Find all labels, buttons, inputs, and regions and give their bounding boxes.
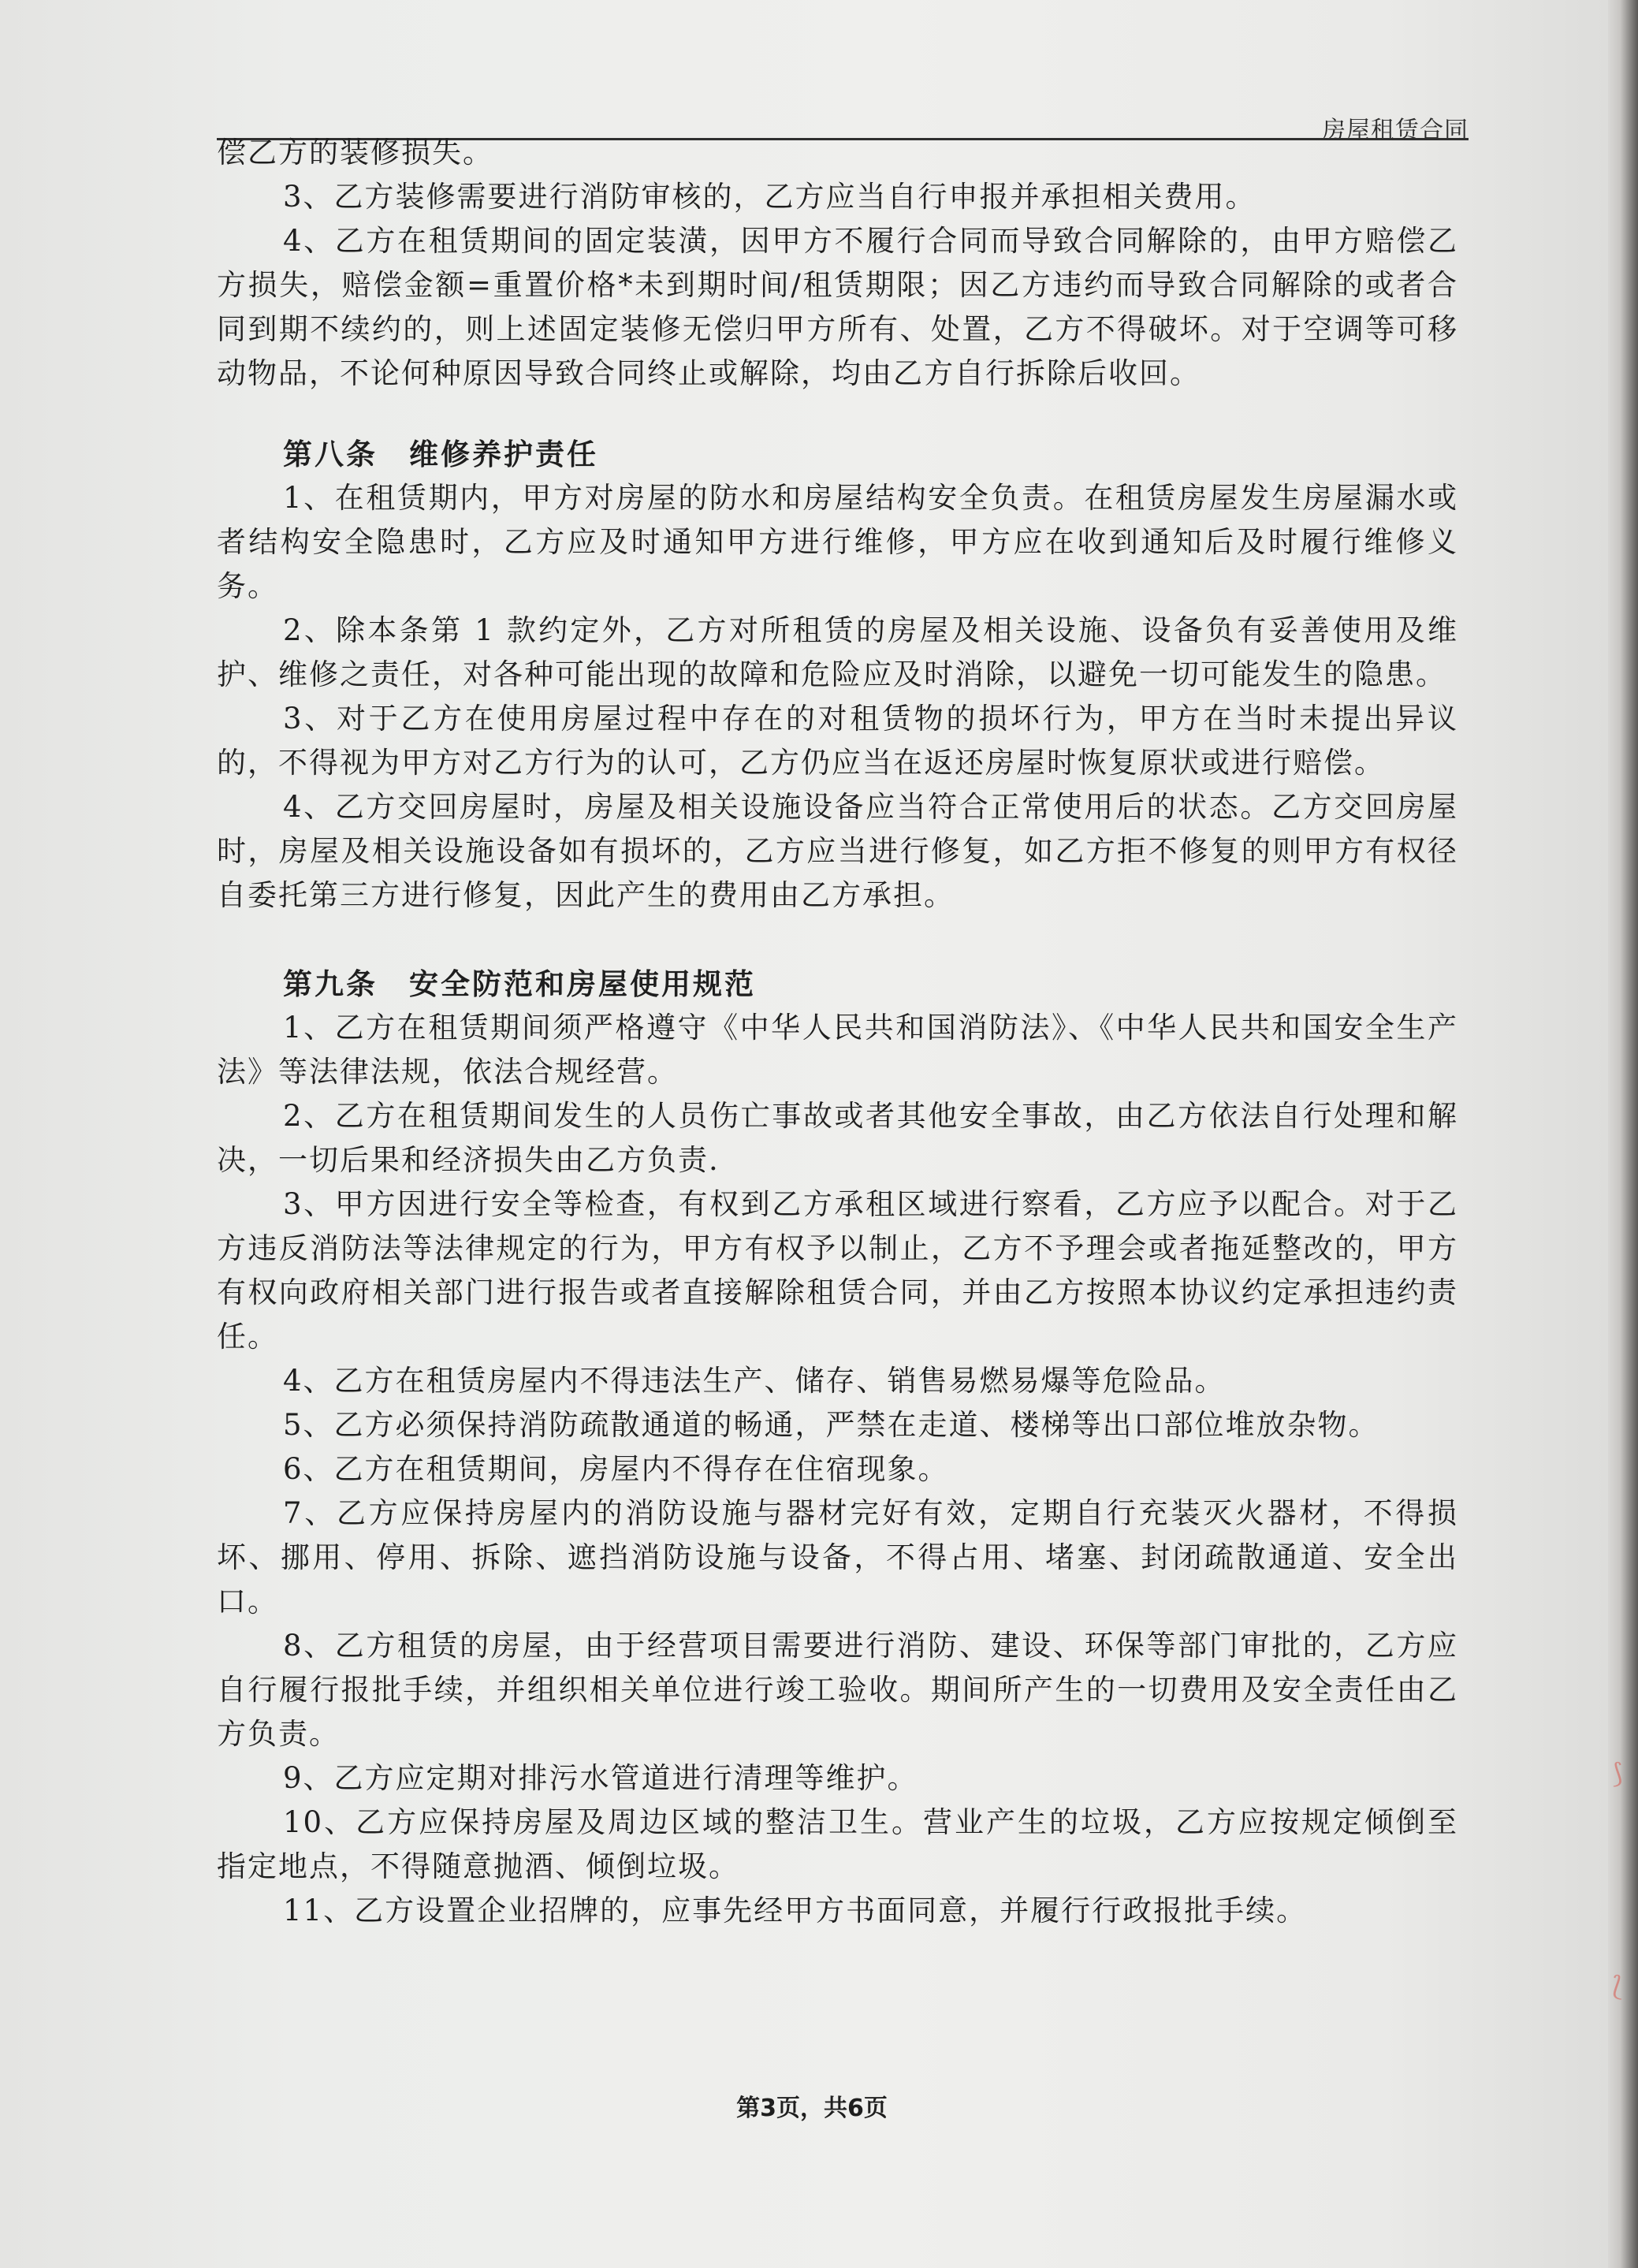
paper-edge bbox=[1608, 0, 1638, 2268]
section-heading-9: 第九条 安全防范和房屋使用规范 bbox=[283, 966, 756, 1001]
header-title: 房屋租赁合同 bbox=[1322, 117, 1469, 144]
section8-item: 4、乙方交回房屋时，房屋及相关设施设备应当符合正常使用后的状态。乙方交回房屋时，房屋及相关设施设备如有损坏的，乙方应当进行修复，如乙方拒不修复的则甲方有权径自委托第三方进行修复，因此产生的费用由乙方承担。 bbox=[217, 790, 1458, 912]
section9-item: 6、乙方在租赁期间，房屋内不得存在住宿现象。 bbox=[283, 1452, 949, 1486]
section9-item: 1、乙方在租赁期间须严格遵守《中华人民共和国消防法》、《中华人民共和国安全生产法》等法律法规，依法合规经营。 bbox=[217, 1011, 1458, 1089]
section9-item: 2、乙方在租赁期间发生的人员伤亡事故或者其他安全事故，由乙方依法自行处理和解决，一切后果和经济损失由乙方负责. bbox=[217, 1099, 1458, 1177]
section8-item: 1、在租赁期内，甲方对房屋的防水和房屋结构安全负责。在租赁房屋发生房屋漏水或者结构安全隐患时，乙方应及时通知甲方进行维修，甲方应在收到通知后及时履行维修义务。 bbox=[217, 481, 1458, 603]
seal-fragment-lower: ⟅ bbox=[1612, 1971, 1623, 2002]
paragraph-item: 3、乙方装修需要进行消防审核的，乙方应当自行申报并承担相关费用。 bbox=[283, 180, 1256, 214]
section9-item: 5、乙方必须保持消防疏散通道的畅通，严禁在走道、楼梯等出口部位堆放杂物。 bbox=[283, 1408, 1379, 1442]
section9-item: 4、乙方在租赁房屋内不得违法生产、储存、销售易燃易爆等危险品。 bbox=[283, 1364, 1226, 1398]
section9-item: 7、乙方应保持房屋内的消防设施与器材完好有效，定期自行充装灭火器材，不得损坏、挪用、停用、拆除、遮挡消防设施与设备，不得占用、堵塞、封闭疏散通道、安全出口。 bbox=[217, 1496, 1458, 1618]
page-number: 第3页，共6页 bbox=[736, 2095, 888, 2122]
section8-item: 2、除本条第 1 款约定外，乙方对所租赁的房屋及相关设施、设备负有妥善使用及维护、维修之责任，对各种可能出现的故障和危险应及时消除，以避免一切可能发生的隐患。 bbox=[217, 613, 1458, 691]
paragraph-item: 4、乙方在租赁期间的固定装潢，因甲方不履行合同而导致合同解除的，由甲方赔偿乙方损失，赔偿金额=重置价格*未到期时间/租赁期限；因乙方违约而导致合同解除的或者合同到期不续约的，则上述固定装修无偿归甲方所有、处置，乙方不得破坏。对于空调等可移动物品，不论何种原因导致合同终止或解除，均由乙方自行拆除后收回。 bbox=[217, 224, 1458, 390]
document-body bbox=[217, 131, 1458, 1933]
paragraph-continuation: 偿乙方的装修损失。 bbox=[217, 136, 493, 169]
section9-item: 9、乙方应定期对排污水管道进行清理等维护。 bbox=[283, 1761, 918, 1795]
section9-item: 11、乙方设置企业招牌的，应事先经甲方书面同意，并履行行政报批手续。 bbox=[283, 1894, 1308, 1927]
section-heading-8: 第八条 维修养护责任 bbox=[283, 437, 598, 471]
seal-fragment-upper: ⟆ bbox=[1612, 1758, 1623, 1789]
section9-item: 3、甲方因进行安全等检查，有权到乙方承租区域进行察看，乙方应予以配合。对于乙方违反消防法等法律规定的行为，甲方有权予以制止，乙方不予理会或者拖延整改的，甲方有权向政府相关部门进行报告或者直接解除租赁合同，并由乙方按照本协议约定承担违约责任。 bbox=[217, 1187, 1458, 1354]
section8-item: 3、对于乙方在使用房屋过程中存在的对租赁物的损坏行为，甲方在当时未提出异议的，不得视为甲方对乙方行为的认可，乙方仍应当在返还房屋时恢复原状或进行赔偿。 bbox=[217, 702, 1458, 780]
section9-item: 10、乙方应保持房屋及周边区域的整洁卫生。营业产生的垃圾，乙方应按规定倾倒至指定地点，不得随意抛酒、倾倒垃圾。 bbox=[217, 1805, 1458, 1883]
section9-item: 8、乙方租赁的房屋，由于经营项目需要进行消防、建设、环保等部门审批的，乙方应自行履行报批手续，并组织相关单位进行竣工验收。期间所产生的一切费用及安全责任由乙方负责。 bbox=[217, 1629, 1458, 1751]
